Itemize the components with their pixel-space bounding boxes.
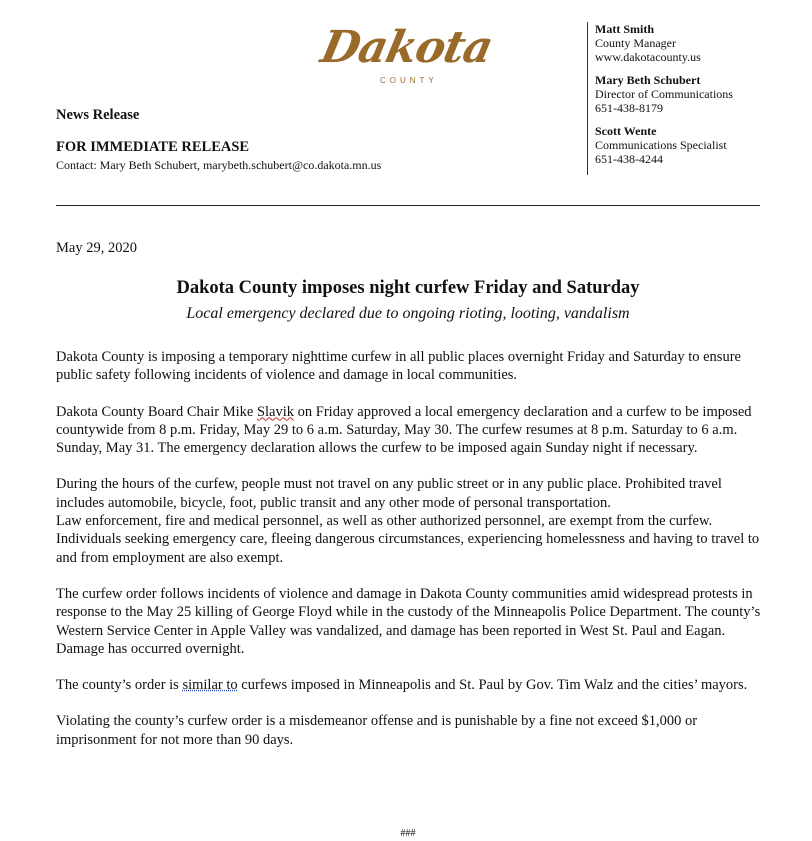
contact-item <box>595 73 795 115</box>
dakota-county-logo <box>316 22 506 92</box>
contact-name: Matt Smith <box>595 22 654 36</box>
end-mark: ### <box>400 828 416 839</box>
contacts-block <box>587 22 795 175</box>
release-body <box>56 348 766 767</box>
contact-item <box>595 124 795 166</box>
paragraph: Violating the county’s curfew order is a misdemeanor offense and is punishable by a fine not exceed $1,000 or imprisonment for not more than 90 days. <box>56 713 698 748</box>
header-divider <box>56 205 760 206</box>
contact-item <box>595 22 795 64</box>
release-date: May 29, 2020 <box>56 240 137 256</box>
immediate-release-label: FOR IMMEDIATE RELEASE <box>56 139 250 155</box>
grammar-flagged-phrase: similar to <box>182 677 238 694</box>
contact-name: Scott Wente <box>595 124 657 138</box>
paragraph <box>56 403 766 458</box>
subheadline: Local emergency declared due to ongoing rioting, looting, vandalism <box>186 305 630 322</box>
contact-website: www.dakotacounty.us <box>595 50 701 64</box>
logo-county-text: COUNTY <box>380 76 438 85</box>
paragraph-text: Law enforcement, fire and medical personnel, as well as other authorized personnel, are exempt from the curfew. Individuals seeking emergency care, fleeing dangerous circumstances, experiencing homelessness and having to travel to and from employment are also exempt. <box>56 513 760 566</box>
contact-name: Mary Beth Schubert <box>595 73 701 87</box>
contact-title: Director of Communications <box>595 87 733 101</box>
paragraph <box>56 475 766 566</box>
contact-phone: 651-438-8179 <box>595 101 663 115</box>
logo-script-text: Dakota <box>316 22 497 73</box>
paragraph <box>56 676 766 694</box>
press-contact-line: Contact: Mary Beth Schubert, marybeth.schubert@co.dakota.mn.us <box>56 158 382 172</box>
headline: Dakota County imposes night curfew Friday and Saturday <box>176 278 640 298</box>
spellcheck-flagged-word: Slavik <box>256 403 295 420</box>
news-release-label: News Release <box>56 107 140 123</box>
paragraph: The curfew order follows incidents of violence and damage in Dakota County communities amid widespread protests in response to the May 25 killing of George Floyd while in the custody of the Minneapolis Police Department. The county’s Western Service Center in Apple Valley was vandalized, and damage has been reported in West St. Paul and Eagan. Damage has occurred overnight. <box>56 585 761 657</box>
paragraph-text: on Friday approved a local emergency declaration and a curfew to be imposed countywide from 8 p.m. Friday, May 29 to 6 a.m. Saturday, May 30. The curfew resumes at 8 p.m. Saturday to 6 a.m. Sunday, May 31. The emergency declaration allows the curfew to be imposed again Sunday night if necessary. <box>56 403 752 457</box>
paragraph-text: During the hours of the curfew, people must not travel on any public street or in any public place. Prohibited travel includes automobile, bicycle, foot, public transit and any other mode of personal transportation. <box>56 476 722 511</box>
paragraph-text: The county’s order is <box>56 677 183 694</box>
paragraph: Dakota County is imposing a temporary nighttime curfew in all public places overnight Friday and Saturday to ensure public safety following incidents of violence and damage in local communities. <box>56 349 741 384</box>
paragraph-text: curfews imposed in Minneapolis and St. Paul by Gov. Tim Walz and the cities’ mayors. <box>237 677 748 694</box>
contact-title: Communications Specialist <box>595 138 727 152</box>
contact-title: County Manager <box>595 36 676 50</box>
paragraph-text: Dakota County Board Chair Mike <box>56 403 257 420</box>
contact-phone: 651-438-4244 <box>595 152 663 166</box>
